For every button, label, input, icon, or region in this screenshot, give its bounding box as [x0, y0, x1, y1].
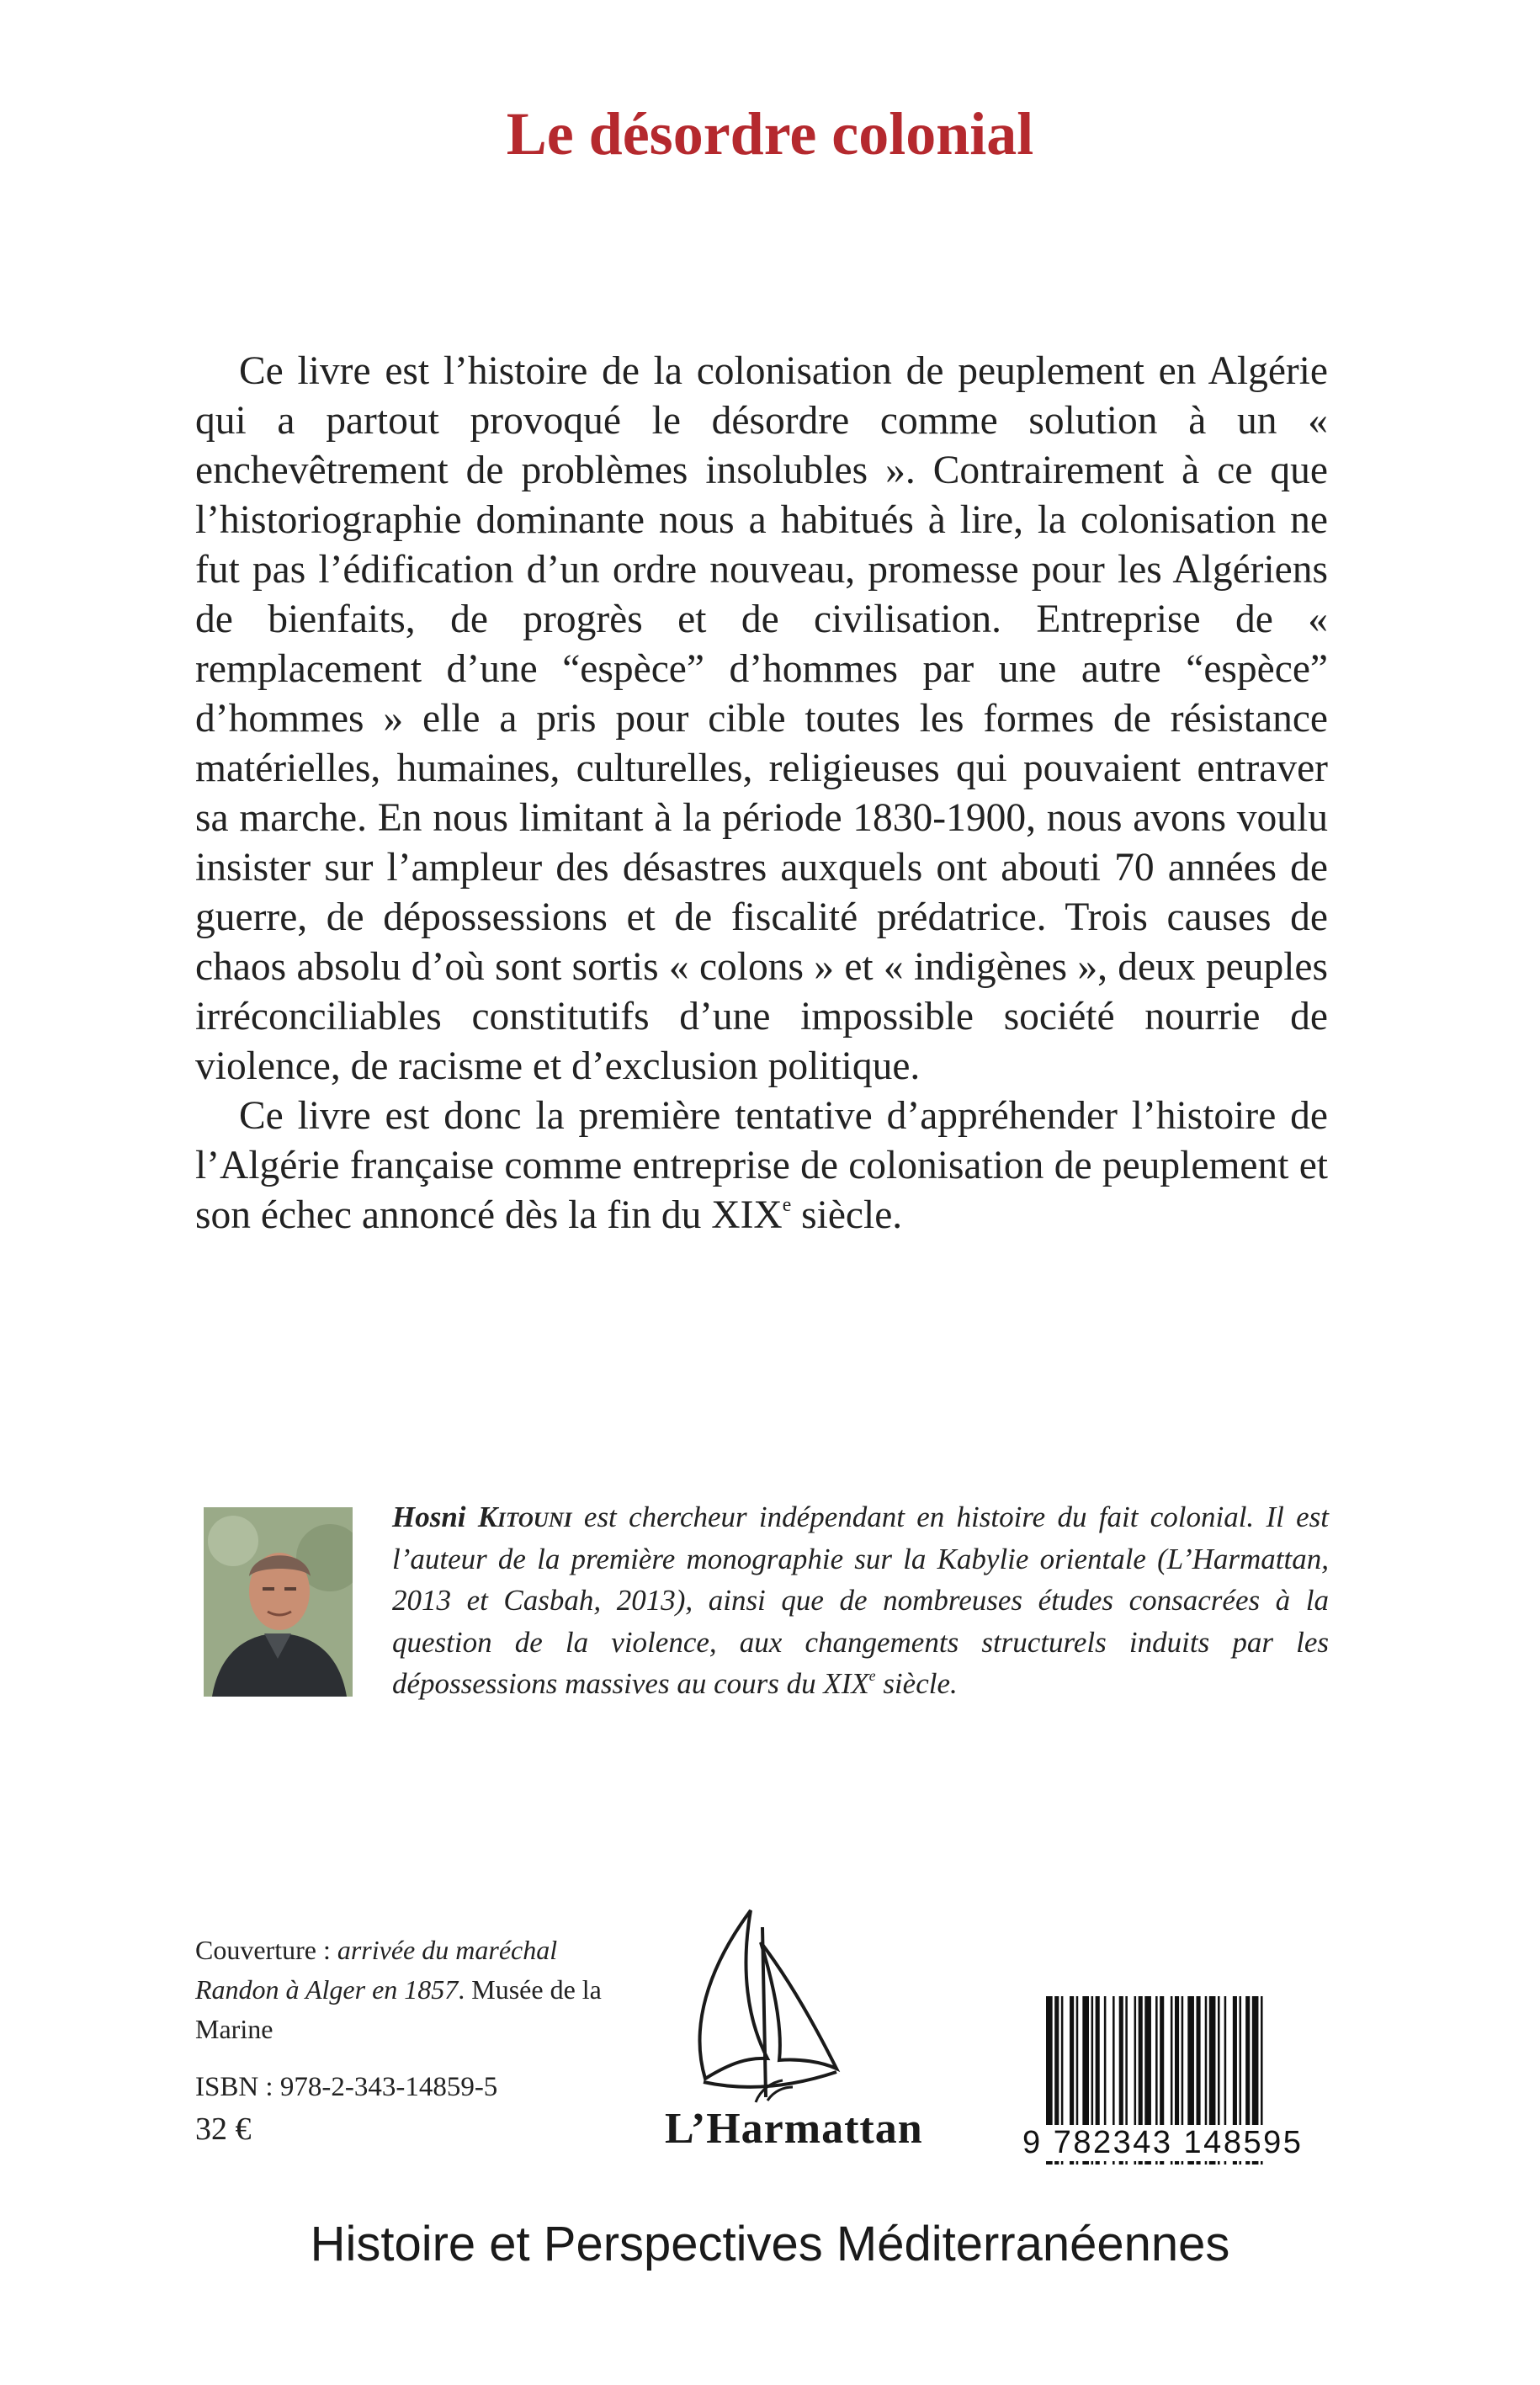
- cover-credit-label: Couverture :: [195, 1935, 337, 1965]
- price: 32 €: [195, 2111, 252, 2147]
- author-first-name: Hosni: [392, 1501, 478, 1533]
- cover-credit-rest: . Musée de la Marine: [195, 1974, 602, 2044]
- blurb-paragraph-2: [195, 1092, 1328, 1240]
- author-bio: [392, 1496, 1329, 1705]
- author-bio-end: siècle.: [875, 1667, 958, 1700]
- blurb-paragraph-2-text: Ce livre est donc la première tentative d’appréhender l’histoire de l’Algérie française comme entreprise de colonisation de peuplement et son échec annoncé dès la fin du XIX: [195, 1094, 1328, 1237]
- author-bio-text: est chercheur indépendant en histoire du fait colonial. Il est l’auteur de la première monographie sur la Kabylie orientale (L’Harmattan, 2013 et Casbah, 2013), ainsi que de nombreuses études consacrées à la question de la violence, aux changements structurels induits par les dépossessions massives au cours du XIX: [392, 1501, 1329, 1700]
- back-cover-blurb: [195, 347, 1328, 1240]
- blurb-paragraph-1: Ce livre est l’histoire de la colonisation de peuplement en Algérie qui a partout provoqué le désordre comme solution à un « enchevêtrement de problèmes insolubles ». Contrairement à ce que l’historiographie dominante nous a habitués à lire, la colonisation ne fut pas l’édification d’un ordre nouveau, promesse pour les Algériens de bienfaits, de progrès et de civilisation. Entreprise de « remplacement d’une “espèce” d’hommes par une autre “espèce” d’hommes » elle a pris pour cible toutes les formes de résistance matérielles, humaines, culturelles, religieuses qui pouvaient entraver sa marche. En nous limitant à la période 1830-1900, nous avons voulu insister sur l’ampleur des désastres auxquels ont abouti 70 années de guerre, de dépossessions et de fiscalité prédatrice. Trois causes de chaos absolu d’où sont sortis « colons » et « indigènes », deux peuples irréconciliables constitutifs d’une impossible société nourrie de violence, de racisme et d’exclusion politique.: [195, 349, 1328, 1088]
- cover-credit-work: arrivée du maréchal Randon à Alger en 1857: [195, 1935, 558, 2005]
- author-portrait-image: [204, 1507, 353, 1697]
- publisher-name: L’Harmattan: [665, 2105, 923, 2153]
- barcode-digits: 9 782343 148595: [1022, 2125, 1327, 2161]
- cover-credit: [195, 1931, 633, 2049]
- author-last-name: Kitouni: [477, 1501, 572, 1533]
- bio-century-superscript: e: [868, 1667, 876, 1685]
- blurb-paragraph-2-end: siècle.: [791, 1193, 903, 1237]
- century-superscript: e: [782, 1193, 792, 1216]
- isbn: ISBN : 978-2-343-14859-5: [195, 2072, 498, 2102]
- series-title: Histoire et Perspectives Méditerranéennes: [310, 2217, 1230, 2271]
- book-title: Le désordre colonial: [506, 100, 1034, 167]
- author-photo: [204, 1507, 353, 1697]
